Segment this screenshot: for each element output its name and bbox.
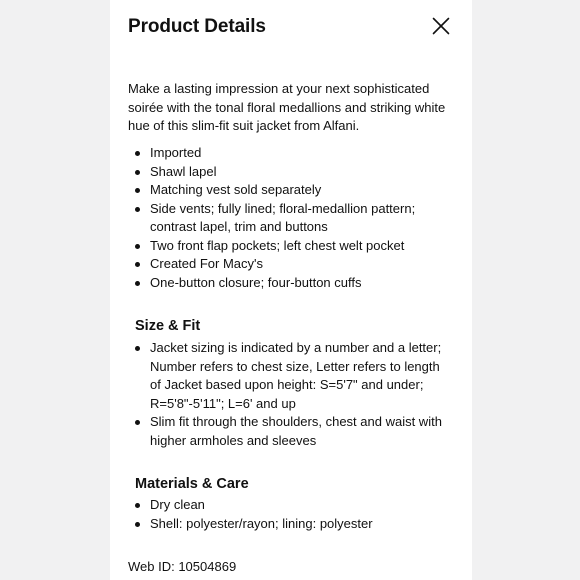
list-item: Slim fit through the shoulders, chest and waist with higher armholes and sleeves	[128, 413, 453, 450]
list-item: One-button closure; four-button cuffs	[128, 274, 448, 293]
list-item: Side vents; fully lined; floral-medallion pattern; contrast lapel, trim and buttons	[128, 200, 448, 237]
left-margin	[0, 0, 110, 580]
list-item: Shell: polyester/rayon; lining: polyester	[128, 515, 448, 534]
feature-list	[128, 144, 448, 292]
list-item: Jacket sizing is indicated by a number and a letter; Number refers to chest size, Letter refers to length of Jacket based upon height: S=5'7" and under; R=5'8"-5'11"; L=6' and up	[128, 339, 453, 413]
panel-title: Product Details	[128, 16, 266, 37]
list-item: Shawl lapel	[128, 163, 448, 182]
right-margin	[472, 0, 580, 580]
materials-care-heading: Materials & Care	[135, 476, 249, 492]
close-button[interactable]	[432, 17, 450, 35]
close-icon	[432, 17, 450, 35]
size-fit-heading: Size & Fit	[135, 318, 201, 334]
list-item: Imported	[128, 144, 448, 163]
materials-care-list	[128, 496, 448, 533]
product-details-panel	[110, 0, 472, 580]
size-fit-list	[128, 339, 453, 450]
list-item: Two front flap pockets; left chest welt pocket	[128, 237, 448, 256]
list-item: Created For Macy's	[128, 255, 448, 274]
list-item: Matching vest sold separately	[128, 181, 448, 200]
web-id: Web ID: 10504869	[128, 559, 237, 574]
product-description: Make a lasting impression at your next sophisticated soirée with the tonal floral medallions and striking white hue of this slim-fit suit jacket from Alfani.	[128, 81, 446, 133]
list-item: Dry clean	[128, 496, 448, 515]
